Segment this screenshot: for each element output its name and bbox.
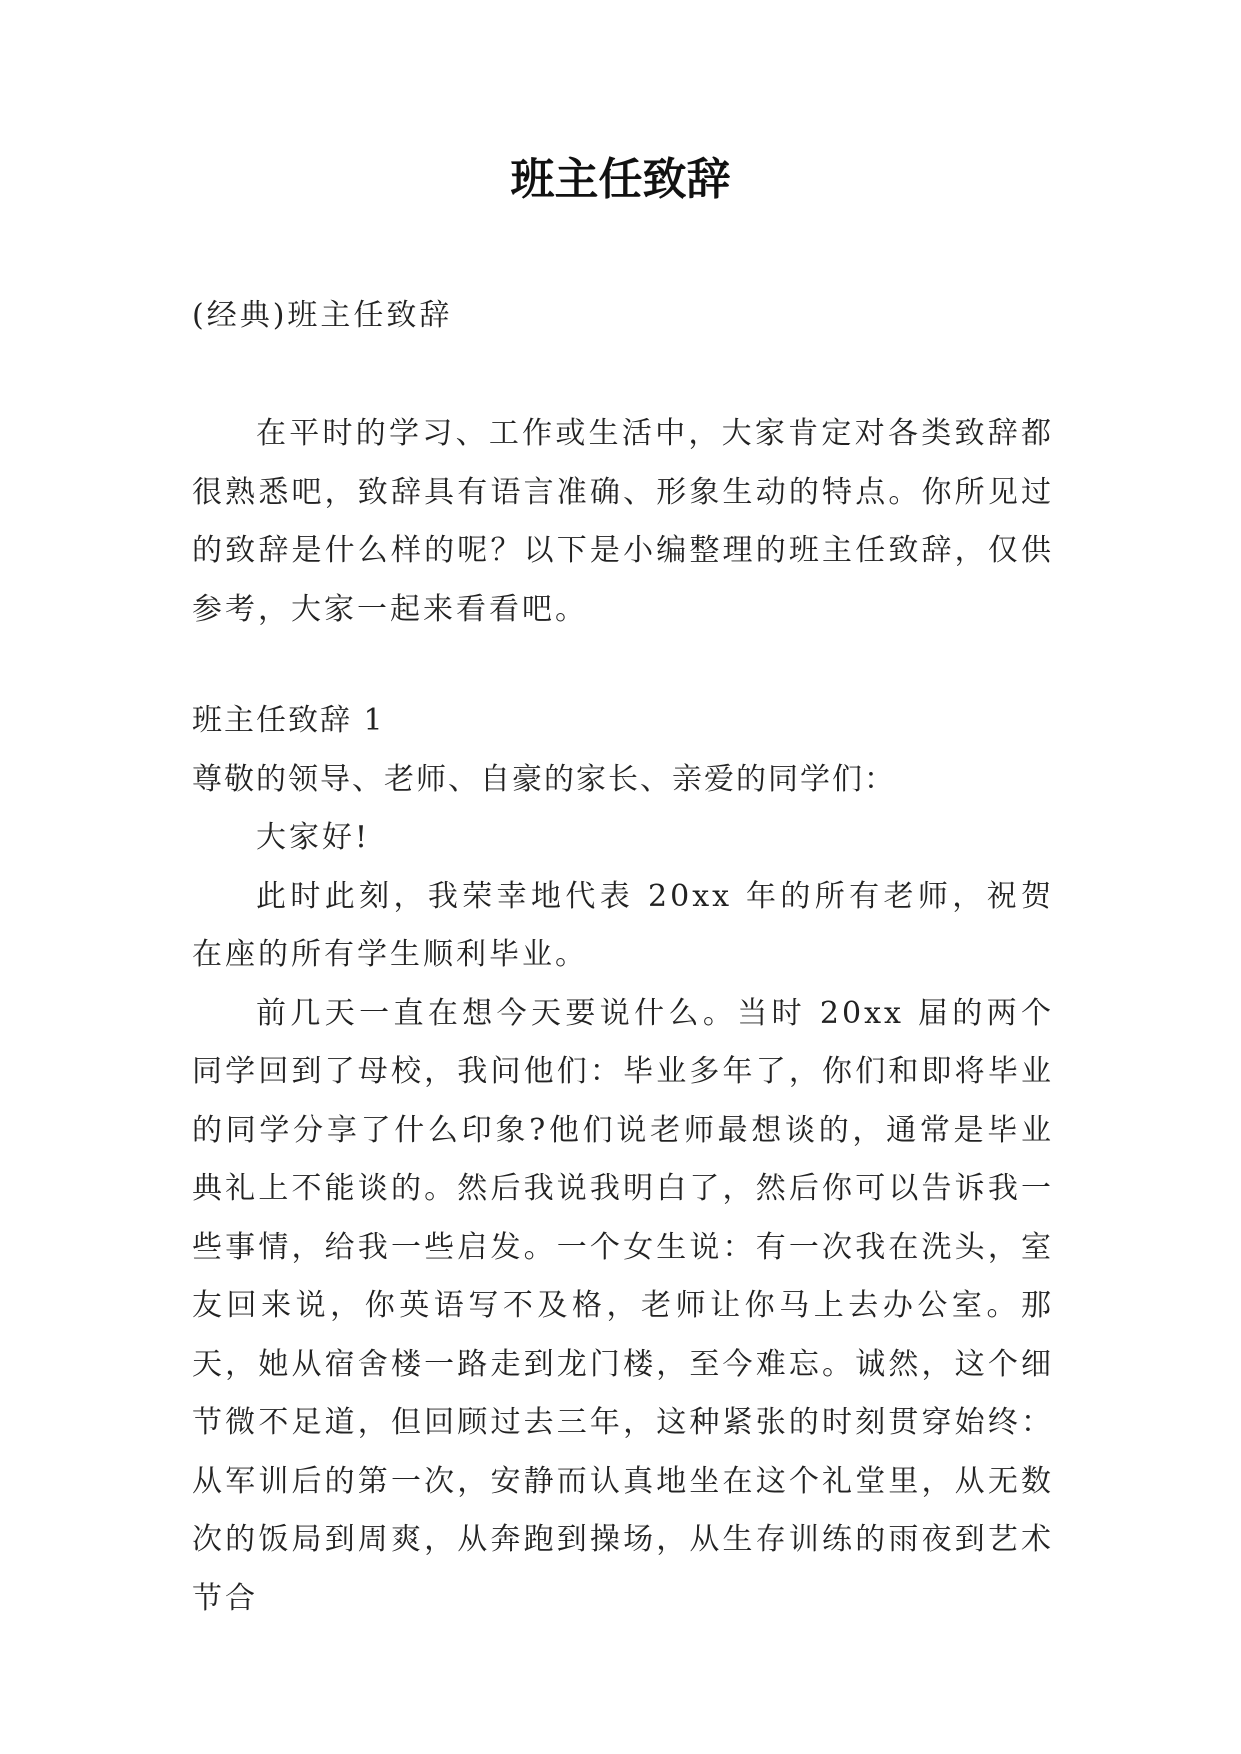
section-title: 班主任致辞 1 <box>192 703 385 738</box>
body-paragraph: 此时此刻，我荣幸地代表 20xx 年的所有老师，祝贺在座的所有学生顺利毕业。 <box>192 878 1054 972</box>
document-title: 班主任致辞 <box>510 154 731 205</box>
intro-paragraph: 在平时的学习、工作或生活中，大家肯定对各类致辞都很熟悉吧，致辞具有语言准确、形象生动的特点。你所见过的致辞是什么样的呢？以下是小编整理的班主任致辞，仅供参考，大家一起来看看吧。 <box>192 416 1054 627</box>
document-subtitle: (经典)班主任致辞 <box>192 298 453 333</box>
speech-content <box>192 692 1054 1628</box>
intro-section <box>192 405 1054 639</box>
body-paragraph: 前几天一直在想今天要说什么。当时 20xx 届的两个同学回到了母校，我问他们：毕业多年了，你们和即将毕业的同学分享了什么印象?他们说老师最想谈的，通常是毕业典礼上不能谈的。然后我说我明白了，然后你可以告诉我一些事情，给我一些启发。一个女生说：有一次我在洗头，室友回来说，你英语写不及格，老师让你马上去办公室。那天，她从宿舍楼一路走到龙门楼，至今难忘。诚然，这个细节微不足道，但回顾过去三年，这种紧张的时刻贯穿始终：从军训后的第一次，安静而认真地坐在这个礼堂里，从无数次的饭局到周爽，从奔跑到操场，从生存训练的雨夜到艺术节合 <box>192 995 1054 1616</box>
greeting: 大家好! <box>256 820 371 855</box>
salutation: 尊敬的领导、老师、自豪的家长、亲爱的同学们： <box>192 761 896 797</box>
